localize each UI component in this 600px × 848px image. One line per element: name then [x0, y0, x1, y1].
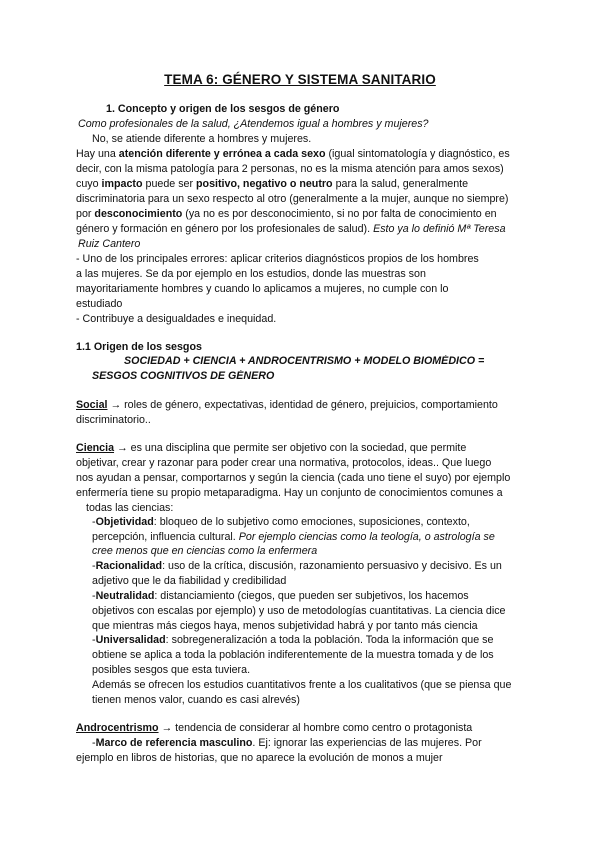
paragraph-line: ejemplo en libros de historias, que no aparece la evolución de monos a mujer — [76, 752, 443, 764]
text-run: : sobregeneralización a toda la población. Toda la información que se — [165, 634, 494, 646]
text-run: → roles de género, expectativas, identidad de género, prejuicios, comportamiento — [107, 399, 498, 411]
text-run: (igual sintomatología y diagnóstico, es — [325, 148, 510, 160]
paragraph-line: posibles sesgos que esta tuviera. — [92, 664, 251, 676]
bold-run: positivo, negativo o neutro — [196, 178, 333, 190]
section-heading-1-1: 1.1 Origen de los sesgos — [76, 341, 202, 353]
term-racionalidad: Racionalidad — [95, 560, 163, 572]
page-title: TEMA 6: GÉNERO Y SISTEMA SANITARIO — [164, 72, 436, 87]
term-social: Social — [76, 399, 108, 411]
text-run: → es una disciplina que permite ser objetivo con la sociedad, que permite — [114, 442, 467, 454]
text-run: puede ser — [142, 178, 197, 190]
paragraph-line: Además se ofrecen los estudios cuantitativos frente a los cualitativos (que se piensa que — [92, 679, 512, 691]
paragraph-line: objetivar, crear y razonar para poder crear una normativa, protocolos, ideas.. Que luego — [76, 457, 492, 469]
paragraph-line: - Uno de los principales errores: aplicar criterios diagnósticos propios de los hombres — [76, 253, 479, 265]
text-run: por — [76, 208, 95, 220]
term-universalidad: Universalidad — [95, 634, 166, 646]
text-run: : distanciamiento (ciegos, que pueden ser subjetivos, los hacemos — [154, 590, 469, 602]
universalidad-item — [92, 634, 528, 647]
formula-line: SOCIEDAD + CIENCIA + ANDROCENTRISMO + MODELO BIOMÉDICO = — [124, 355, 485, 367]
neutralidad-item — [92, 590, 528, 603]
term-androcentrismo: Androcentrismo — [76, 722, 159, 734]
social-line — [76, 399, 528, 412]
bold-run: atención diferente y errónea a cada sexo — [118, 148, 326, 160]
text-run: para la salud, generalmente — [332, 178, 469, 190]
italic-run: Esto ya lo definió Mª Teresa — [373, 223, 506, 235]
dash: - — [92, 516, 96, 528]
paragraph-line — [76, 208, 528, 221]
paragraph-line — [92, 531, 528, 544]
text-run: : bloqueo de lo subjetivo como emociones, suposiciones, contexto, — [153, 516, 470, 528]
text-run: percepción, influencia cultural. — [92, 531, 239, 543]
text-run: cuyo — [76, 178, 102, 190]
paragraph-line: - Contribuye a desigualdades e inequidad. — [76, 313, 277, 325]
paragraph-line: tienen menos valor, cuando es casi alrevés) — [92, 694, 300, 706]
answer-line: No, se atiende diferente a hombres y mujeres. — [92, 133, 312, 145]
formula-line: SESGOS COGNITIVOS DE GÉNERO — [92, 370, 275, 382]
text-run: : uso de la crítica, discusión, razonamiento persuasivo y decisivo. Es un — [162, 560, 502, 572]
text-run: (ya no es por desconocimiento, si no por falta de conocimiento en — [182, 208, 497, 220]
marco-item — [92, 737, 528, 750]
paragraph-line: cree menos que en ciencias como la enfermera — [92, 545, 318, 557]
androcentrismo-line — [76, 722, 528, 735]
term-ciencia: Ciencia — [76, 442, 115, 454]
paragraph-line: nos ayudan a pensar, comportarnos y según la ciencia (cada uno tiene el suyo) por ejemplo — [76, 472, 511, 484]
term-neutralidad: Neutralidad — [95, 590, 155, 602]
italic-run: Por ejemplo ciencias como la teología, o astrología se — [238, 531, 495, 543]
paragraph-line: objetivos con escalas por ejemplo) y uso de metodologías cuantitativas. La ciencia dice — [92, 605, 506, 617]
term-marco-masculino: Marco de referencia masculino — [95, 737, 253, 749]
dash: - — [92, 560, 96, 572]
dash: - — [92, 590, 96, 602]
paragraph-line — [76, 223, 528, 236]
paragraph-line: enfermería tiene su propio metaparadigma. Hay un conjunto de conocimientos comunes a — [76, 487, 503, 499]
text-run: → tendencia de considerar al hombre como centro o protagonista — [158, 722, 473, 734]
paragraph-line: obtiene se aplica a toda la población indiferentemente de la muestra tomada y de los — [92, 649, 494, 661]
paragraph-line: decir, con la misma patología para 2 personas, no es la misma atención para amos sexos) — [76, 163, 504, 175]
paragraph-line: mayoritariamente hombres y cuando lo aplicamos a mujeres, no cumple con lo — [76, 283, 449, 295]
paragraph-line: que mientras más ciegos haya, menos subjetividad habrá y por tanto más ciencia — [92, 620, 478, 632]
paragraph-line: discriminatoria para un sexo respecto al otro (generalmente a la mujer, aunque no siempre) — [76, 193, 509, 205]
term-objetividad: Objetividad — [95, 516, 154, 528]
paragraph-line: a las mujeres. Se da por ejemplo en los estudios, donde las muestras son — [76, 268, 426, 280]
paragraph-line: discriminatorio.. — [76, 414, 151, 426]
paragraph-line — [76, 148, 528, 161]
text-run: . Ej: ignorar las experiencias de las mujeres. Por — [252, 737, 482, 749]
section-heading-1: 1. Concepto y origen de los sesgos de género — [106, 103, 340, 115]
question-line: Como profesionales de la salud, ¿Atendemos igual a hombres y mujeres? — [78, 118, 429, 130]
paragraph-line: Ruiz Cantero — [78, 238, 141, 250]
paragraph-line: adjetivo que le da fiabilidad y credibilidad — [92, 575, 287, 587]
objetividad-item — [92, 516, 528, 529]
bold-run: desconocimiento — [94, 208, 183, 220]
dash: - — [92, 634, 96, 646]
ciencia-line — [76, 442, 528, 455]
dash: - — [92, 737, 96, 749]
paragraph-line — [76, 178, 528, 191]
text-run: Hay una — [76, 148, 119, 160]
bold-run: impacto — [101, 178, 143, 190]
paragraph-line: estudiado — [76, 298, 123, 310]
paragraph-line: todas las ciencias: — [86, 502, 174, 514]
text-run: género y formación en género por los profesionales de salud). — [76, 223, 374, 235]
racionalidad-item — [92, 560, 528, 573]
